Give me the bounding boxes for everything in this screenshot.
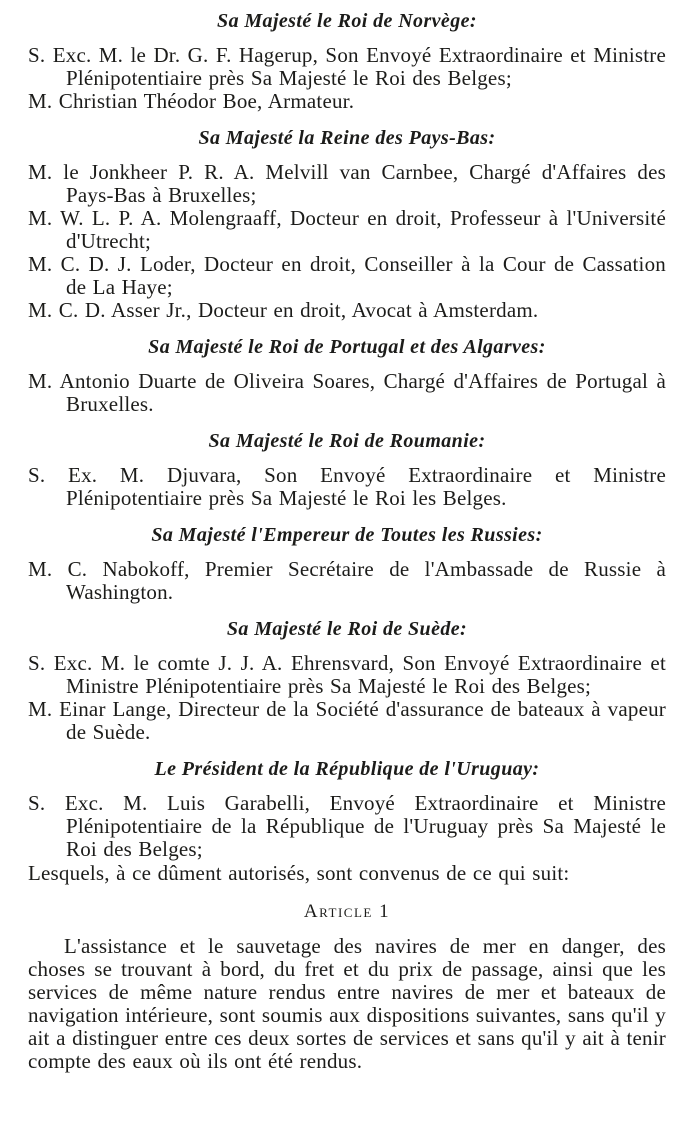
delegate-entry: M. C. D. Asser Jr., Docteur en droit, Avocat à Amsterdam. bbox=[28, 298, 539, 322]
heading-suede: Sa Majesté le Roi de Suède: bbox=[226, 618, 468, 640]
delegate-entry: S. Exc. M. le Dr. G. F. Hagerup, Son Envoyé Extraordinaire et Ministre Plénipotentiaire près Sa Majesté le Roi des Belges; bbox=[28, 43, 666, 90]
article-title: Article 1 bbox=[303, 901, 391, 922]
delegate-entry: M. C. D. J. Loder, Docteur en droit, Conseiller à la Cour de Cassation de La Haye; bbox=[28, 252, 666, 299]
article-body: L'assistance et le sauvetage des navires de mer en danger, des choses se trouvant à bord, du fret et du prix de passage, ainsi que les services de même nature rendus entre navires de mer et bateaux de navigation intérieure, sont soumis aux dispositions suivantes, sans qu'il y ait a distinguer entre ces deux sortes de services et sans qu'il y ait à tenir compte des eaux où ils ont été rendus. bbox=[28, 934, 666, 1073]
heading-portugal: Sa Majesté le Roi de Portugal et des Algarves: bbox=[148, 336, 546, 358]
heading-roumanie: Sa Majesté le Roi de Roumanie: bbox=[208, 430, 486, 452]
delegate-entry: M. Einar Lange, Directeur de la Société d'assurance de bateaux à vapeur de Suède. bbox=[28, 697, 666, 744]
delegate-entry: M. Antonio Duarte de Oliveira Soares, Chargé d'Affaires de Portugal à Bruxelles. bbox=[28, 369, 666, 416]
delegate-entry: S. Exc. M. le comte J. J. A. Ehrensvard, Son Envoyé Extraordinaire et Ministre Plénipotentiaire près Sa Majesté le Roi des Belges; bbox=[28, 651, 666, 698]
heading-russies: Sa Majesté l'Empereur de Toutes les Russies: bbox=[151, 524, 543, 546]
delegate-entry: S. Ex. M. Djuvara, Son Envoyé Extraordinaire et Ministre Plénipotentiaire près Sa Majesté le Roi les Belges. bbox=[28, 463, 666, 510]
delegate-entry: M. le Jonkheer P. R. A. Melvill van Carnbee, Chargé d'Affaires des Pays-Bas à Bruxelles; bbox=[28, 160, 666, 207]
delegate-entry: M. C. Nabokoff, Premier Secrétaire de l'Ambassade de Russie à Washington. bbox=[28, 557, 666, 604]
delegate-entry: M. Christian Théodor Boe, Armateur. bbox=[28, 89, 355, 113]
heading-uruguay: Le Président de la République de l'Uruguay: bbox=[154, 758, 540, 780]
delegate-entry: S. Exc. M. Luis Garabelli, Envoyé Extraordinaire et Ministre Plénipotentiaire de la République de l'Uruguay près Sa Majesté le Roi des Belges; bbox=[28, 791, 666, 861]
delegate-entry: M. W. L. P. A. Molengraaff, Docteur en droit, Professeur à l'Université d'Utrecht; bbox=[28, 206, 666, 253]
heading-norvege: Sa Majesté le Roi de Norvège: bbox=[217, 10, 477, 32]
closing-line: Lesquels, à ce dûment autorisés, sont convenus de ce qui suit: bbox=[28, 861, 570, 885]
heading-pays-bas: Sa Majesté la Reine des Pays-Bas: bbox=[198, 127, 496, 149]
